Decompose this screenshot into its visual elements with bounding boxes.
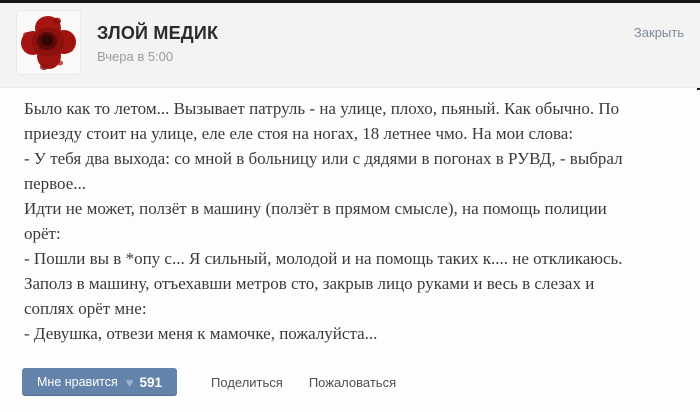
post-text-line: первое...: [24, 174, 87, 193]
avatar[interactable]: [17, 11, 80, 74]
like-button-label: Мне нравится: [37, 375, 118, 389]
post-text-line: Идти не может, ползёт в машину (ползёт в прямом смысле), на помощь полиции: [24, 199, 607, 218]
post-text-line: Было как то летом... Вызывает патруль - на улице, плохо, пьяный. Как обычно. По: [24, 99, 620, 118]
like-count: 591: [139, 374, 163, 390]
post-text-line: - Пошли вы в *опу с... Я сильный, молодой и на помощь таких к.... не откликаюсь.: [24, 249, 623, 268]
bloody-medical-cross-icon: [17, 11, 80, 74]
heart-icon: ♥: [125, 374, 134, 390]
post-text-line: - Девушка, отвези меня к мамочке, пожалуйста...: [24, 324, 378, 343]
author-name[interactable]: ЗЛОЙ МЕДИК: [97, 23, 219, 43]
share-link[interactable]: Поделиться: [211, 374, 283, 390]
like-button[interactable]: [22, 368, 177, 396]
post-header: [0, 3, 700, 88]
post-actions: [22, 368, 396, 396]
post-text-line: - У тебя два выхода: со мной в больницу или с дядями в погонах в РУВД, - выбрал: [24, 149, 623, 168]
report-link[interactable]: Пожаловаться: [308, 374, 397, 390]
post-text-line: соплях орёт мне:: [24, 299, 147, 318]
close-button[interactable]: Закрыть: [633, 25, 684, 40]
post-text-line: приезду стоит на улице, еле еле стоя на ногах, 18 летнее чмо. На мои слова:: [24, 124, 574, 143]
post-text-line: Заполз в машину, отъехавши метров сто, закрыв лицо руками и весь в слезах и: [24, 274, 595, 293]
post-text: [24, 96, 623, 346]
post-text-line: орёт:: [24, 224, 61, 243]
post-timestamp: Вчера в 5:00: [97, 49, 174, 64]
